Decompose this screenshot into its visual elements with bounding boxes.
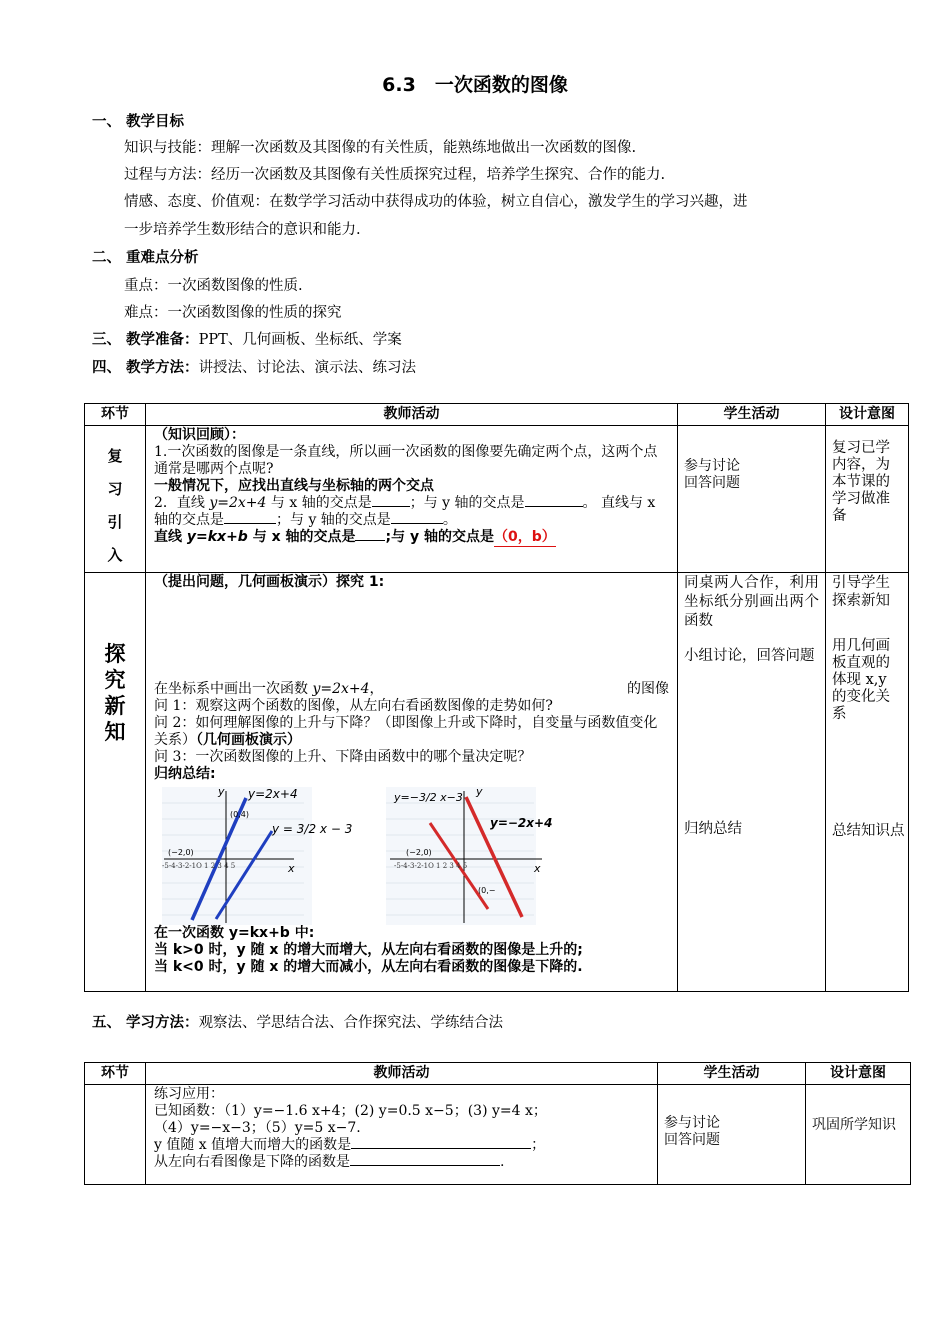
t2-teacher — [146, 1085, 658, 1185]
page-title: 6.3 一次函数的图像 — [382, 74, 568, 96]
review-q2 — [154, 495, 669, 529]
task-comma: ， — [369, 681, 384, 697]
section-1-heading: 一、 教学目标 — [92, 114, 185, 130]
practice-q2-end: . — [500, 1154, 505, 1170]
q2-x-intercept: 与 x 轴的交点是 — [266, 495, 372, 511]
objective-knowledge: 知识与技能：理解一次函数及其图像的有关性质，能熟练地做出一次函数的图像. — [124, 140, 637, 156]
header-segment: 环节 — [85, 404, 146, 426]
blank-1[interactable] — [372, 506, 410, 507]
right-point-m20: (−2,0) — [406, 848, 432, 857]
practice-blank-2[interactable] — [350, 1165, 500, 1166]
student-explore-3: 归纳总结 — [684, 821, 742, 837]
difficult-point: 难点：一次函数图像的性质的探究 — [124, 305, 342, 321]
student-review: 参与讨论 回答问题 — [678, 426, 826, 573]
review-intro: （知识回顾）： — [154, 427, 245, 443]
lesson-table-1 — [84, 403, 909, 992]
task-function: y=2x+4 — [312, 681, 370, 697]
intent-review: 复习已学内容，为本节课的学习做准备 — [826, 426, 909, 573]
key-point: 重点：一次函数图像的性质. — [124, 278, 303, 294]
blank-5[interactable] — [355, 540, 385, 541]
general-function: y=kx+b — [186, 529, 248, 545]
teacher-review — [146, 426, 678, 573]
teacher-explore — [146, 573, 678, 992]
question-3: 问 3：一次函数图像的上升、下降由函数中的哪个量决定呢？ — [154, 749, 532, 765]
conclusion-1: 在一次函数 y=kx+b 中: — [154, 925, 315, 941]
blank-4[interactable] — [391, 523, 443, 524]
section-4 — [92, 356, 416, 377]
t2-student: 参与讨论 回答问题 — [658, 1085, 806, 1185]
q2-line-x: 。 直线与 x 轴的交点是 — [154, 495, 656, 528]
practice-q2-text: 从左向右看图像是下降的函数是 — [154, 1154, 350, 1170]
section-4-heading: 四、 教学方法： — [92, 360, 199, 376]
t2-header-teacher: 教师活动 — [146, 1063, 658, 1085]
section-5-heading: 五、 学习方法： — [92, 1015, 199, 1031]
general-y: ;与 y 轴的交点是 — [385, 529, 494, 545]
practice-q1-text: y 值随 x 值增大而增大的函数是 — [154, 1137, 352, 1153]
left-x-label: x — [288, 862, 295, 875]
explore-intro: （提出问题，几何画板演示）探究 1: — [154, 574, 385, 590]
q2-end: 。 — [442, 512, 457, 528]
lesson-table-2 — [84, 1062, 911, 1185]
intent-explore-1: 引导学生探索新知 — [832, 575, 890, 609]
practice-q2 — [154, 1154, 649, 1171]
section-3 — [92, 328, 402, 349]
practice-functions-1: 已知函数：（1）y=−1.6 x+4；(2) y=0.5 x−5；(3) y=4 x； — [154, 1103, 547, 1119]
question-1: 问 1：观察这两个函数的图像，从左向右看函数图像的走势如何? — [154, 698, 553, 714]
intent-explore-2: 用几何画板直观的体现 x,y 的变化关系 — [832, 638, 890, 722]
summary-label: 归纳总结: — [154, 766, 216, 782]
segment-review-label: 复习引入 — [107, 447, 123, 564]
left-x-ticks: -5-4-3-2-1O 1 2 3 4 5 — [162, 862, 236, 870]
right-point-0: (0,− — [478, 886, 496, 895]
section-2-heading: 二、 重难点分析 — [92, 250, 199, 266]
t2-header-student: 学生活动 — [658, 1063, 806, 1085]
segment-explore-label: 探究新知 — [104, 642, 126, 744]
header-intent: 设计意图 — [826, 404, 909, 426]
question-2-demo: （几何画板演示） — [196, 732, 301, 748]
conclusion-3: 当 k<0 时，y 随 x 的增大而减小，从左向右看函数的图像是下降的. — [154, 959, 583, 975]
section-5-text: 观察法、学思结合法、合作探究法、学练结合法 — [198, 1015, 504, 1031]
t2-header-intent: 设计意图 — [806, 1063, 911, 1085]
blank-2[interactable] — [525, 506, 583, 507]
graphs-area — [154, 783, 669, 925]
segment-explore — [85, 573, 146, 992]
answer-y-intercept: （0，b） — [493, 529, 556, 545]
q2-function: y=2x+4 — [209, 495, 267, 511]
review-a1: 一般情况下，应找出直线与坐标轴的两个交点 — [154, 478, 434, 494]
left-y-label: y — [218, 785, 225, 798]
review-q1: 1.一次函数的图像是一条直线，所以画一次函数的图像要先确定两个点，这两个点通常是哪两个点呢? — [154, 444, 658, 477]
intent-explore-3: 总结知识点 — [832, 823, 905, 839]
objective-emotion: 情感、态度、价值观：在数学学习活动中获得成功的体验，树立自信心，激发学生的学习兴趣，进 — [124, 194, 748, 210]
q2-prefix: 2．直线 — [154, 495, 210, 511]
t2-header-segment: 环节 — [85, 1063, 146, 1085]
explore-task — [154, 681, 669, 698]
section-3-heading: 三、 教学准备： — [92, 332, 199, 348]
header-teacher: 教师活动 — [146, 404, 678, 426]
question-2-text: 问 2：如何理解图像的上升与下降？（即图像上升或下降时，自变量与函数值变化关系） — [154, 715, 658, 748]
intent-explore — [826, 573, 909, 992]
review-general — [154, 529, 669, 547]
right-x-ticks: -5-4-3-2-1O 1 2 3 4 5 — [394, 862, 468, 870]
conclusion-2: 当 k>0 时，y 随 x 的增大而增大，从左向右看函数的图像是上升的; — [154, 942, 583, 958]
left-point-m20: (−2,0) — [168, 848, 194, 857]
task-prefix: 在坐标系中画出一次函数 — [154, 681, 313, 697]
q2-line-y: ；与 y 轴的交点是 — [276, 512, 391, 528]
left-eq1: y=2x+4 — [248, 787, 298, 801]
section-3-text: PPT、几何画板、坐标纸、学案 — [198, 332, 402, 348]
blank-3[interactable] — [224, 523, 276, 524]
section-4-text: 讲授法、讨论法、演示法、练习法 — [198, 360, 417, 376]
question-2 — [154, 715, 669, 749]
left-eq2: y = 3/2 x − 3 — [272, 822, 353, 836]
student-explore-2: 小组讨论，回答问题 — [684, 648, 815, 664]
q2-y-intercept: ；与 y 轴的交点是 — [409, 495, 525, 511]
practice-blank-1[interactable] — [351, 1148, 531, 1149]
general-prefix: 直线 — [154, 529, 187, 545]
practice-q1-end: ； — [531, 1137, 546, 1153]
t2-segment — [85, 1085, 146, 1185]
objective-process: 过程与方法：经历一次函数及其图像有关性质探究过程，培养学生探究、合作的能力. — [124, 167, 666, 183]
header-student: 学生活动 — [678, 404, 826, 426]
right-eq2: y=−2x+4 — [490, 816, 553, 830]
t2-intent: 巩固所学知识 — [806, 1085, 911, 1185]
right-eq1: y=−3/2 x−3 — [394, 791, 463, 804]
task-suffix: 的图像 — [627, 681, 669, 697]
left-point-04: (0,4) — [230, 810, 249, 819]
right-x-label: x — [534, 862, 541, 875]
student-explore-1: 同桌两人合作，利用坐标纸分别画出两个函数 — [684, 575, 819, 629]
function-graphs — [154, 783, 674, 925]
general-x: 与 x 轴的交点是 — [247, 529, 356, 545]
segment-review — [85, 426, 146, 573]
section-5 — [92, 1011, 503, 1032]
practice-functions-2: （4）y=−x−3；（5）y=5 x−7. — [154, 1120, 361, 1136]
student-explore — [678, 573, 826, 992]
practice-title: 练习应用： — [154, 1086, 224, 1102]
objective-emotion-cont: 一步培养学生数形结合的意识和能力. — [124, 222, 361, 238]
practice-q1 — [154, 1137, 649, 1154]
right-y-label: y — [476, 785, 483, 798]
